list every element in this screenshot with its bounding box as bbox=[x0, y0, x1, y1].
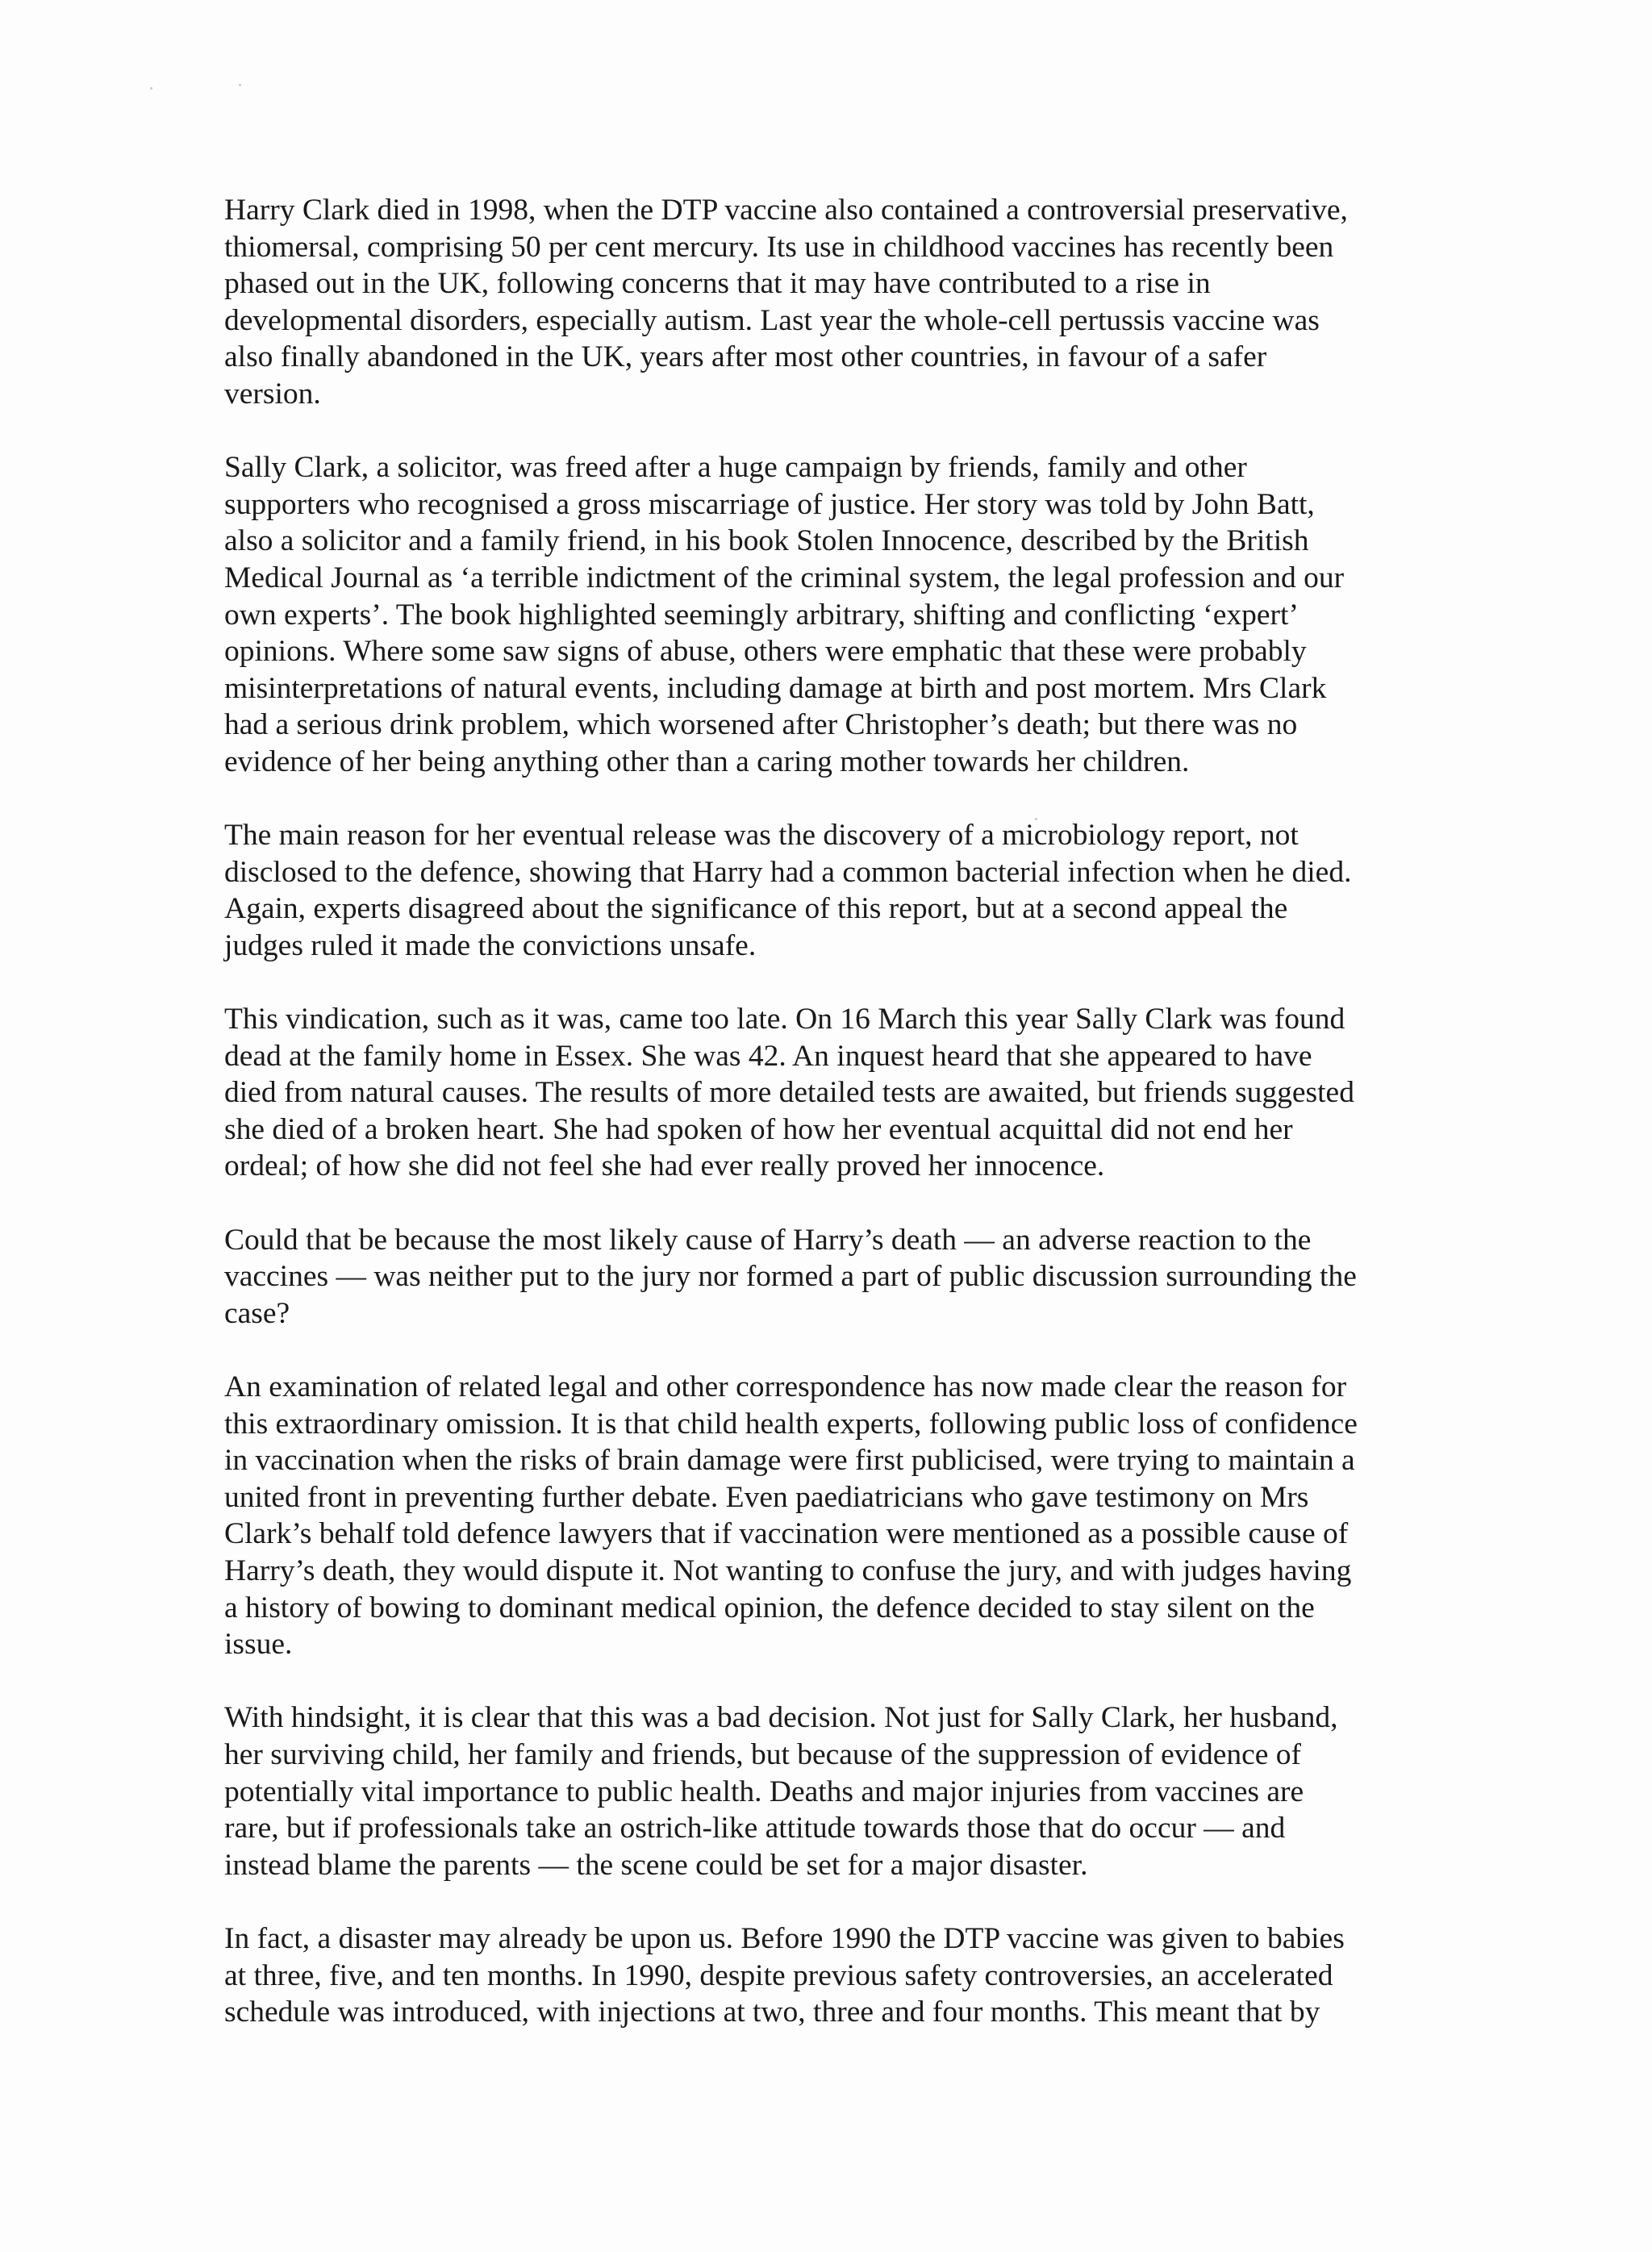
text-line: potentially vital importance to public health. Deaths and major injuries from vaccines are bbox=[224, 1774, 1304, 1808]
text-line: in vaccination when the risks of brain damage were first publicised, were trying to maintain a bbox=[224, 1444, 1355, 1478]
paragraph bbox=[224, 1920, 1450, 2031]
text-line: Medical Journal as ‘a terrible indictment of the criminal system, the legal profession and our bbox=[224, 561, 1345, 594]
paragraph bbox=[224, 192, 1450, 413]
paragraph bbox=[224, 449, 1450, 780]
text-line: Harry Clark died in 1998, when the DTP vaccine also contained a controversial preservative, bbox=[224, 194, 1348, 227]
scan-speck bbox=[150, 87, 152, 90]
text-line: thiomersal, comprising 50 per cent mercury. Its use in childhood vaccines has recently been bbox=[224, 230, 1334, 264]
text-line: schedule was introduced, with injections at two, three and four months. This meant that by bbox=[224, 1996, 1320, 2029]
text-line: united front in preventing further debate. Even paediatricians who gave testimony on Mrs bbox=[224, 1480, 1309, 1514]
text-line: rare, but if professionals take an ostrich-like attitude towards those that do occur — and bbox=[224, 1812, 1286, 1845]
text-line: supporters who recognised a gross miscarriage of justice. Her story was told by John Batt, bbox=[224, 487, 1315, 521]
paragraph bbox=[224, 1001, 1450, 1185]
text-line: Could that be because the most likely cause of Harry’s death — an adverse reaction to the bbox=[224, 1223, 1312, 1257]
text-line: Again, experts disagreed about the significance of this report, but at a second appeal the bbox=[224, 892, 1288, 926]
paragraph bbox=[224, 1699, 1450, 1883]
text-line: instead blame the parents — the scene could be set for a major disaster. bbox=[224, 1848, 1088, 1882]
text-line: own experts’. The book highlighted seemingly arbitrary, shifting and conflicting ‘expert’ bbox=[224, 598, 1299, 632]
text-line: dead at the family home in Essex. She was 42. An inquest heard that she appeared to have bbox=[224, 1039, 1312, 1073]
text-line: Harry’s death, they would dispute it. Not wanting to confuse the jury, and with judges having bbox=[224, 1553, 1352, 1587]
text-line: at three, five, and ten months. In 1990, despite previous safety controversies, an accelerated bbox=[224, 1958, 1333, 1992]
text-line: misinterpretations of natural events, including damage at birth and post mortem. Mrs Clark bbox=[224, 671, 1327, 705]
document-body bbox=[224, 192, 1450, 2067]
text-line: Clark’s behalf told defence lawyers that if vaccination were mentioned as a possible cause of bbox=[224, 1517, 1349, 1551]
text-line: vaccines — was neither put to the jury nor formed a part of public discussion surrounding the bbox=[224, 1260, 1357, 1294]
paragraph bbox=[224, 1369, 1450, 1663]
text-line: evidence of her being anything other than a caring mother towards her children. bbox=[224, 744, 1190, 778]
text-line: version. bbox=[224, 377, 321, 411]
text-line: case? bbox=[224, 1296, 290, 1330]
text-line: An examination of related legal and other correspondence has now made clear the reason for bbox=[224, 1370, 1347, 1403]
text-line: opinions. Where some saw signs of abuse, others were emphatic that these were probably bbox=[224, 635, 1307, 669]
text-line: With hindsight, it is clear that this was a bad decision. Not just for Sally Clark, her husband, bbox=[224, 1701, 1338, 1735]
text-line: also a solicitor and a family friend, in his book Stolen Innocence, described by the British bbox=[224, 524, 1309, 558]
text-line: issue. bbox=[224, 1628, 293, 1662]
text-line: she died of a broken heart. She had spoken of how her eventual acquittal did not end her bbox=[224, 1112, 1293, 1146]
paragraph bbox=[224, 817, 1450, 964]
text-line: this extraordinary omission. It is that child health experts, following public loss of confidence bbox=[224, 1407, 1358, 1441]
paragraph bbox=[224, 1222, 1450, 1332]
text-line: disclosed to the defence, showing that Harry had a common bacterial infection when he died. bbox=[224, 855, 1352, 889]
scan-speck bbox=[239, 84, 241, 86]
text-line: judges ruled it made the convictions unsafe. bbox=[224, 928, 757, 962]
text-line: died from natural causes. The results of more detailed tests are awaited, but friends suggested bbox=[224, 1076, 1354, 1110]
text-line: also finally abandoned in the UK, years after most other countries, in favour of a safer bbox=[224, 340, 1267, 374]
text-line: This vindication, such as it was, came too late. On 16 March this year Sally Clark was found bbox=[224, 1003, 1345, 1036]
text-line: a history of bowing to dominant medical opinion, the defence decided to stay silent on the bbox=[224, 1591, 1315, 1624]
text-line: The main reason for her eventual release was the discovery of a microbiology report, not bbox=[224, 819, 1299, 853]
text-line: her surviving child, her family and friends, but because of the suppression of evidence of bbox=[224, 1737, 1302, 1771]
text-line: In fact, a disaster may already be upon us. Before 1990 the DTP vaccine was given to babies bbox=[224, 1921, 1345, 1955]
text-line: had a serious drink problem, which worsened after Christopher’s death; but there was no bbox=[224, 708, 1298, 742]
text-line: Sally Clark, a solicitor, was freed after a huge campaign by friends, family and other bbox=[224, 451, 1247, 485]
text-line: developmental disorders, especially autism. Last year the whole-cell pertussis vaccine was bbox=[224, 303, 1320, 337]
text-line: ordeal; of how she did not feel she had ever really proved her innocence. bbox=[224, 1149, 1105, 1183]
text-line: phased out in the UK, following concerns that it may have contributed to a rise in bbox=[224, 267, 1211, 301]
